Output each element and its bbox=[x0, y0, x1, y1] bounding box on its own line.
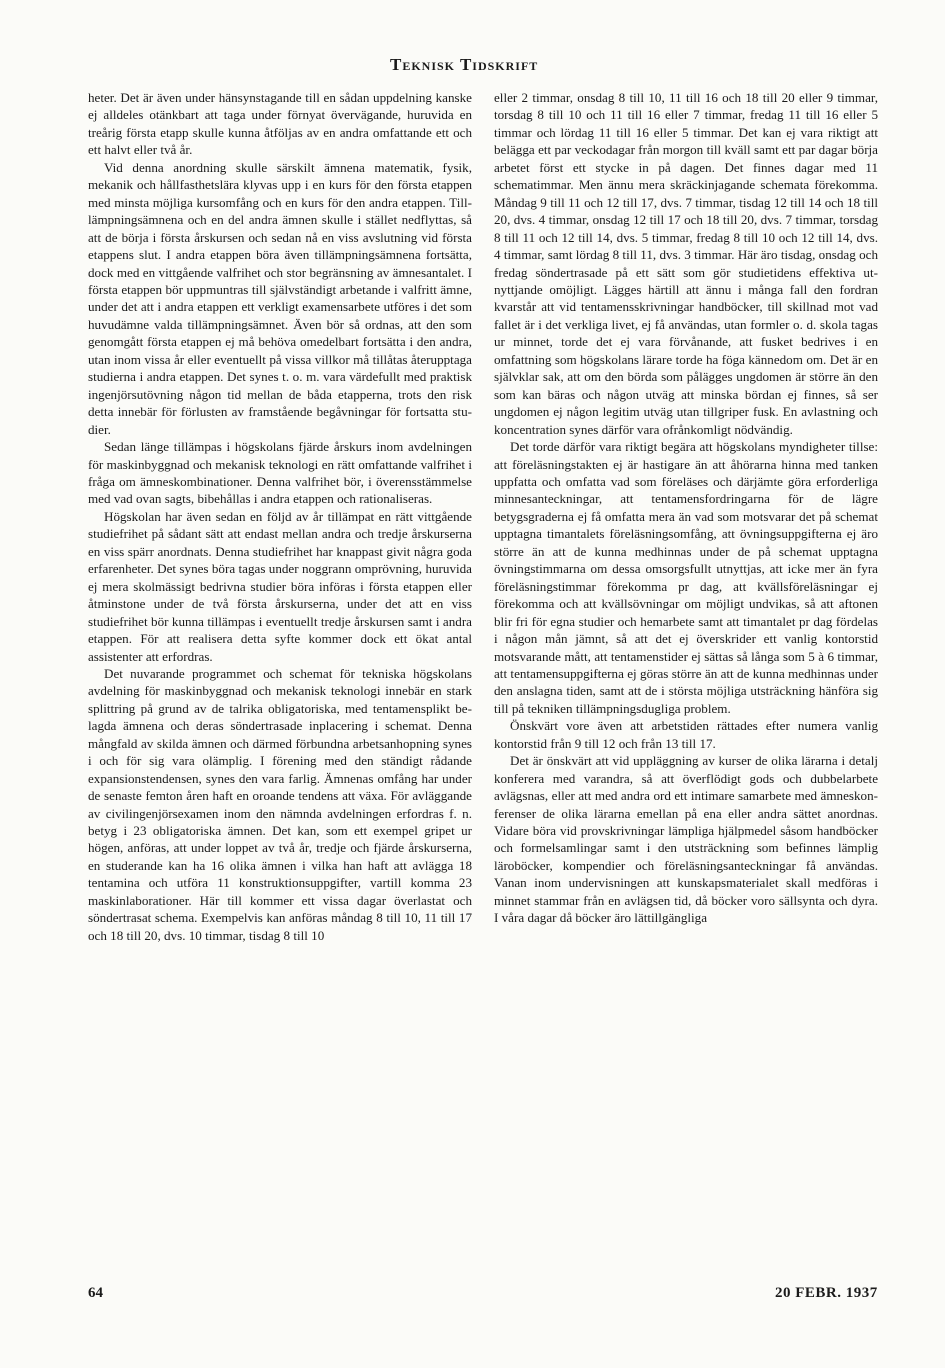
left-column bbox=[88, 89, 472, 944]
paragraph: Önskvärt vore även att arbetstiden rättades efter numera vanlig kontorstid från 9 till 12 och från 13 till 17. bbox=[494, 718, 878, 751]
paragraph: Det torde därför vara riktigt begära att högskolans myndigheter tillse: att föreläsningstakten ej är hastigare än att åhörarna hinna med tanken uppfatta och omfatta vad som föreläses och därjämte göra erforderliga minnesanteckningar, att tentamensfordringarna för de lägre betygsgraderna ej få omfatta mera än vad som motsvarar det på schemat upptagna timantalets föreläsningsomfång, att övningsuppgifterna ej äro större än att de kunna medhinnas under de på schemat upptagna övningstimmarna om dessa omsorgsfullt utnyttjas, att icke mer än fyra föreläsningstimmar förekomma pr dag, att kvällsföreläsningar ej förekomma och att kvällsövningar om möjligt undvikas, så att aftonen blir fri för egna studier och hemarbete samt att timantalet pr dag fördelas i någon mån jämnt, så att det ej överskrider ett vanlig kontorstid motsvarande mått, att tentamenstider ej sättas så långa som 5 à 6 timmar, att tentamensuppgifterna ej göras större än att de kunna medhinnas under den anslagna tiden, samt att de i största möjliga utsträckning hänföra sig till på tekniken tillämpningsdugliga problem. bbox=[494, 439, 878, 716]
paragraph: eller 2 timmar, onsdag 8 till 10, 11 till 16 och 18 till 20 eller 9 timmar, torsdag 8 till 10 och 11 till 16 eller 7 timmar, fredag 11 till 16 eller 5 timmar och lördag 11 till 16 eller 5 timmar. Det kan ej vara riktigt att belägga ett par veckodagar från morgon till kväll samt ett par dagar börja arbetet först ett stycke in på dagen. Det finnes dagar med 11 schematimmar. Men ännu mera skräckinjagande schemata förekomma. Måndag 9 till 11 och 12 till 17, dvs. 7 timmar, tisdag 12 till 14 och 18 till 20, dvs. 4 timmar, onsdag 12 till 17 och 18 till 20, dvs. 7 timmar, torsdag 8 till 11 och 12 till 14, dvs. 5 timmar, fredag 8 till 10 och 12 till 14, dvs. 4 timmar, samt lördag 8 till 11, dvs. 3 timmar. Här äro tisdag, onsdag och fredag söndertrasade på ett sätt som gör studietidens effektiva utnyttjande omöjligt. Lägges härtill att ännu i många fall den fordran kvarstår att vid tentamensskrivningar handböcker, till skillnad mot vad fallet är i det verkliga livet, ej få användas, utan formler o. d. skola tagas ur minnet, torde det ej vara förvånande, att fusket bedrives i en omfattning som högskolans lärare torde ha föga kännedom om. Det är en självklar sak, att om den börda som pålägges ungdomen är större än den som kan bäras och någon utväg att minska bördan ej finnes, så ser ungdomen ej någon legitim utväg utan tillgriper fusk. En avlastning och koncentration synes därför vara ofrånkomligt nödvändig. bbox=[494, 90, 878, 437]
journal-title: Teknisk Tidskrift bbox=[390, 55, 539, 74]
paragraph: Sedan länge tillämpas i högskolans fjärde årskurs inom avdelningen för maskinbyggnad och mekanisk teknologi en rätt omfattande valfrihet i fråga om ämneskombinationer. Denna valfrihet bör, i överensstämmelse med vad ovan sagts, bibehållas i andra etappen och rationaliseras. bbox=[88, 439, 472, 507]
paragraph: Högskolan har även sedan en följd av år tillämpat en rätt vittgående studiefrihet på sådant sätt att endast mellan andra och tredje årskurserna en viss spärr anordnats. Denna studiefrihet har knappast givit några goda erfarenheter. Det synes böra tagas under noggrann omprövning, huruvida ej mera skolmässigt bedrivna studier böra införas i första etappen eller åtminstone under de två första årskurserna, under det att en viss studiefrihet bör kunna tillämpas i eventuellt tredje årskursen samt i andra etappen. För att realisera detta syfte kommer dock ett ökat antal assistenter att erfordras. bbox=[88, 508, 472, 664]
paragraph: Det är önskvärt att vid uppläggning av kurser de olika lärarna i detalj konferera med varandra, så att överflödigt gods och dubbelarbete avlägsnas, eller att med andra ord ett intimare samarbete med ämneskonferenser de olika lärarna emellan på ena eller andra sättet anordnas. Vidare böra vid provskrivningar lämpliga hjälpmedel såsom handböcker och formelsamlingar samt i den utsträckning som befinnes lämplig läroböcker, kompendier och föreläsningsanteckningar få användas. Vanan inom undervisningen att kunskapsmaterialet skall medföras i minnet stammar från en avlägsen tid, då böcker voro sällsynta och dyra. I våra dagar då böcker äro lättillgängliga bbox=[494, 753, 878, 926]
paragraph: heter. Det är även under hänsynstagande till en sådan uppdelning kanske ej alldeles otänkbart att taga under förnyat övervägande, huruvida en treårig första etapp skulle kunna åtföljas av en andra omfattande ett och ett halvt eller två år. bbox=[88, 90, 472, 158]
issue-date: 20 FEBR. 1937 bbox=[775, 1285, 878, 1301]
page-number: 64 bbox=[88, 1285, 103, 1301]
paragraph: Vid denna anordning skulle särskilt ämnena matematik, fysik, mekanik och hållfasthetslära klyvas upp i en kurs för den första etappen med minsta möjliga kursomfång och en kurs för den andra etappen. Tilllämpningsämnena och en del andra ämnen skulle i stället nedflyttas, så att de börja i första årskursen och sedan nå en viss avslutning vid första etappens slut. I andra etappen böra även tillämpningsämnena fortsätta, dock med en vittgående valfrihet och stor begränsning av ämnesantalet. I första etappen bör uppmuntras till självständigt arbetande i valfritt ämne, under det att i andra etappen ett verkligt examensarbete utföres i det som huvudämne valda tillämpningsämnet. Även bör så ordnas, att den som genomgått första etappen ej må behöva omedelbart fortsätta i den andra, utan inom vissa år eller eventuellt på vissa villkor må tillåtas återupptaga studierna i andra etappen. Det synes t. o. m. vara värdefullt med praktisk ingenjörsutövning någon tid mellan de båda etapperna, trots den risk detta innebär för förlusten av framstående begåvningar för fortsatta studier. bbox=[88, 159, 472, 437]
right-column bbox=[494, 89, 878, 927]
paragraph: Det nuvarande programmet och schemat för tekniska högskolans avdelning för maskinbyggnad och mekanisk teknologi innebär en stark splittring på grund av de talrika obligatoriska, med tentamensplikt belagda ämnena och deras söndertrasade inplacering i schemat. Denna mångfald av skilda ämnen och därmed förbundna arbetsanhopning synes i och för sig vara olämplig. I förening med den ständigt rådande expansionstendensen, synes den vara farlig. Ämnenas omfång har under de senaste femton åren haft en oroande tendens att växa. För avläggande av civilingenjörsexamen inom den nämnda avdelningen erfordras f. n. betyg i 23 obligatoriska ämnen. Det kan, som ett exempel gripet ur högen, anföras, att under loppet av två år, tredje och fjärde årskurserna, en studerande kan ha 16 olika ämnen i vilka han haft att avlägga 18 tentamina och utföra 11 konstruktionsuppgifter, vartill komma 23 maskinlaborationer. Här till kommer ett vissa dagar överlastat och söndertrasat schema. Exempelvis kan anföras måndag 8 till 10, 11 till 17 och 18 till 20, dvs. 10 timmar, tisdag 8 till 10 bbox=[88, 665, 472, 943]
